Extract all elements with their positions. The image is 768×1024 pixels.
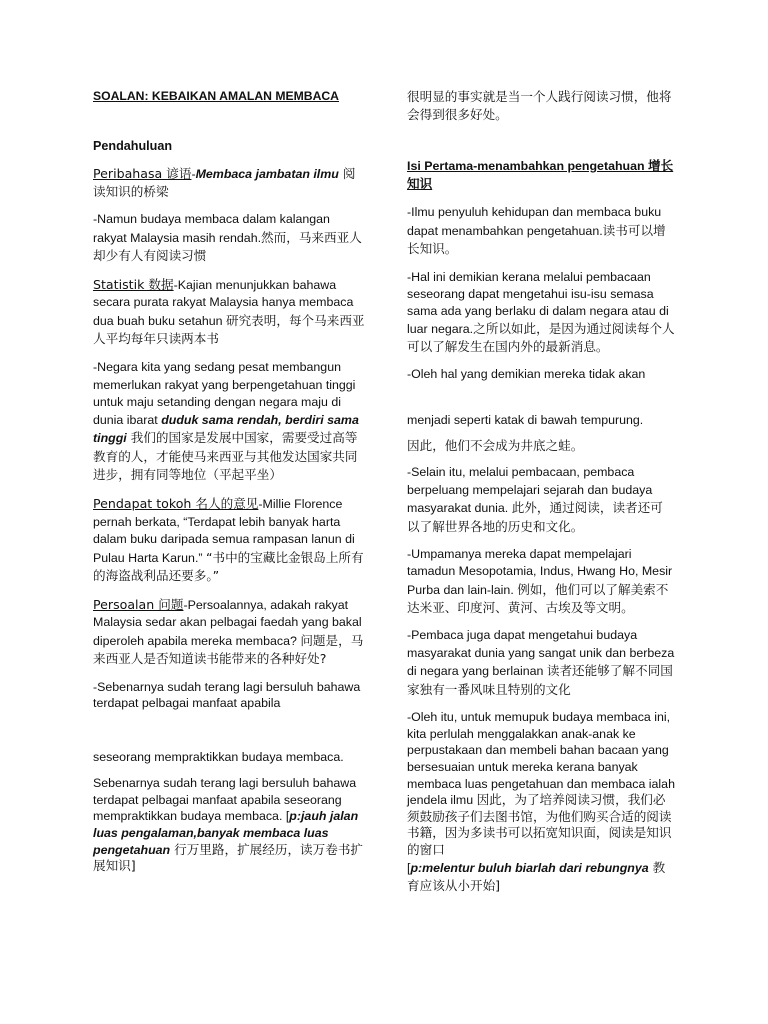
umpamanya-paragraph: -Umpamanya mereka dapat mempelajari tamadun Mesopotamia, Indus, Hwang Ho, Mesir Purba dan lain-lain. 例如，他们可以了解美索不达米亚、印度河、黄河、古埃及等文明。 <box>407 547 673 615</box>
menjadi-paragraph: menjadi seperti katak di bawah tempurung. <box>407 412 644 427</box>
ilmu-paragraph: -Ilmu penyuluh kehidupan dan membaca buku dapat menambahkan pengetahuan.读书可以增长知识。 <box>407 205 666 256</box>
statistik-label: Statistik 数据 <box>93 276 174 292</box>
peribahasa-label: Peribahasa 谚语 <box>93 166 192 182</box>
oleh-paragraph-2: -Oleh itu, untuk memupuk budaya membaca ini, kita perlulah menggalakkan anak-anak ke perpustakaan dan membeli bahan bacaan yang bersesuaian untuk mereka kerana banyak membaca luas pengetahuan dan membaca ialah jendela ilmu 因此，为了培养阅读习惯，我们必须鼓励孩子们去图书馆，为他们购买合适的阅读书籍，因为多读书可以拓宽知识面，阅读是知识的窗口 <box>407 710 675 858</box>
pendapat-label: Pendapat tokoh 名人的意见 <box>93 496 259 512</box>
zh-intro-paragraph: 很明显的事实就是当一个人践行阅读习惯，他将会得到很多好处。 <box>407 89 672 122</box>
negara-quote: duduk sama rendah, berdiri sama tinggi <box>93 412 359 446</box>
persoalan-label: Persoalan 问题 <box>93 596 184 612</box>
intro-heading: Pendahuluan <box>93 139 173 154</box>
persoalan-paragraph: Persoalan 问题-Persoalannya, adakah rakyat Malaysia sedar akan pelbagai faedah yang bakal diperoleh apabila mereka membaca? 问题是，马来西亚人是否知道读书能带来的各种好处? <box>93 596 364 667</box>
sebenarnya-paragraph-2: Sebenarnya sudah terang lagi bersuluh bahawa terdapat pelbagai manfaat apabila seseorang mempraktikkan budaya membaca. [p:jauh jalan luas pengalaman,banyak membaca luas pengetahuan 行万里路，扩展经历，读万卷书扩展知识] <box>93 776 364 874</box>
peribahasa-quote: Membaca jambatan ilmu <box>195 167 339 182</box>
melentur-quote: p:melentur buluh biarlah dari rebungnya <box>410 860 649 875</box>
melentur-paragraph: [p:melentur buluh biarlah dari rebungnya 教育应该从小开始] <box>407 859 666 893</box>
negara-paragraph: -Negara kita yang sedang pesat membangun memerlukan rakyat yang berpengetahuan tinggi untuk maju setanding dengan negara maju di dunia ibarat duduk sama rendah, berdiri sama tinggi 我们的国家是发展中国家，需要受过高等教育的人，才能使马来西亚与其他发达国家共同进步，拥有同等地位（平起平坐） <box>93 359 359 483</box>
peribahasa-paragraph: Peribahasa 谚语-Membaca jambatan ilmu 阅读知识的桥梁 <box>93 166 356 200</box>
zh-katak-paragraph: 因此，他们不会成为井底之蛙。 <box>407 437 584 453</box>
sebenarnya-paragraph-1: -Sebenarnya sudah terang lagi bersuluh bahawa terdapat pelbagai manfaat apabila <box>93 679 361 710</box>
statistik-paragraph: Statistik 数据-Kajian menunjukkan bahawa secara purata rakyat Malaysia hanya membaca dua buah buku setahun 研究表明，每个马来西亚人平均每年只读两本书 <box>93 276 365 347</box>
hal-paragraph: -Hal ini demikian kerana melalui pembacaan seseorang dapat mengetahui isu-isu semasa sama ada yang berlaku di dalam negara atau di luar negara.之所以如此，是因为通过阅读每个人可以了解发生在国内外的最新消息。 <box>407 269 675 354</box>
selain-paragraph: -Selain itu, melalui pembacaan, pembaca berpeluang mempelajari sejarah dan budaya masyarakat dunia. 此外，通过阅读，读者还可以了解世界各地的历史和文化。 <box>407 465 663 534</box>
oleh-paragraph-1: -Oleh hal yang demikian mereka tidak akan <box>407 366 646 381</box>
namun-paragraph: -Namun budaya membaca dalam kalangan rakyat Malaysia masih rendah.然而，马来西亚人却少有人有阅读习惯 <box>93 212 362 264</box>
pendapat-paragraph: Pendapat tokoh 名人的意见-Millie Florence pernah berkata, “Terdapat lebih banyak harta dalam buku daripada semua rampasan lanun di Pulau Harta Karun.” “书中的宝藏比金银岛上所有的海盗战利品还要多。” <box>93 496 364 584</box>
isi-pertama-heading: Isi Pertama-menambahkan pengetahuan 增长知识 <box>407 158 674 191</box>
seseorang-paragraph: seseorang mempraktikkan budaya membaca. <box>93 749 344 764</box>
left-column <box>93 88 365 875</box>
document-title: SOALAN: KEBAIKAN AMALAN MEMBACA <box>93 89 339 103</box>
peribahasa-jauh-quote: p:jauh jalan luas pengalaman,banyak membaca luas pengetahuan <box>93 809 359 857</box>
pembaca-paragraph: -Pembaca juga dapat mengetahui budaya masyarakat dunia yang sangat unik dan berbeza di negara yang berlainan 读者还能够了解不同国家独有一番风味且特别的文化 <box>407 627 675 697</box>
right-column <box>407 88 675 895</box>
